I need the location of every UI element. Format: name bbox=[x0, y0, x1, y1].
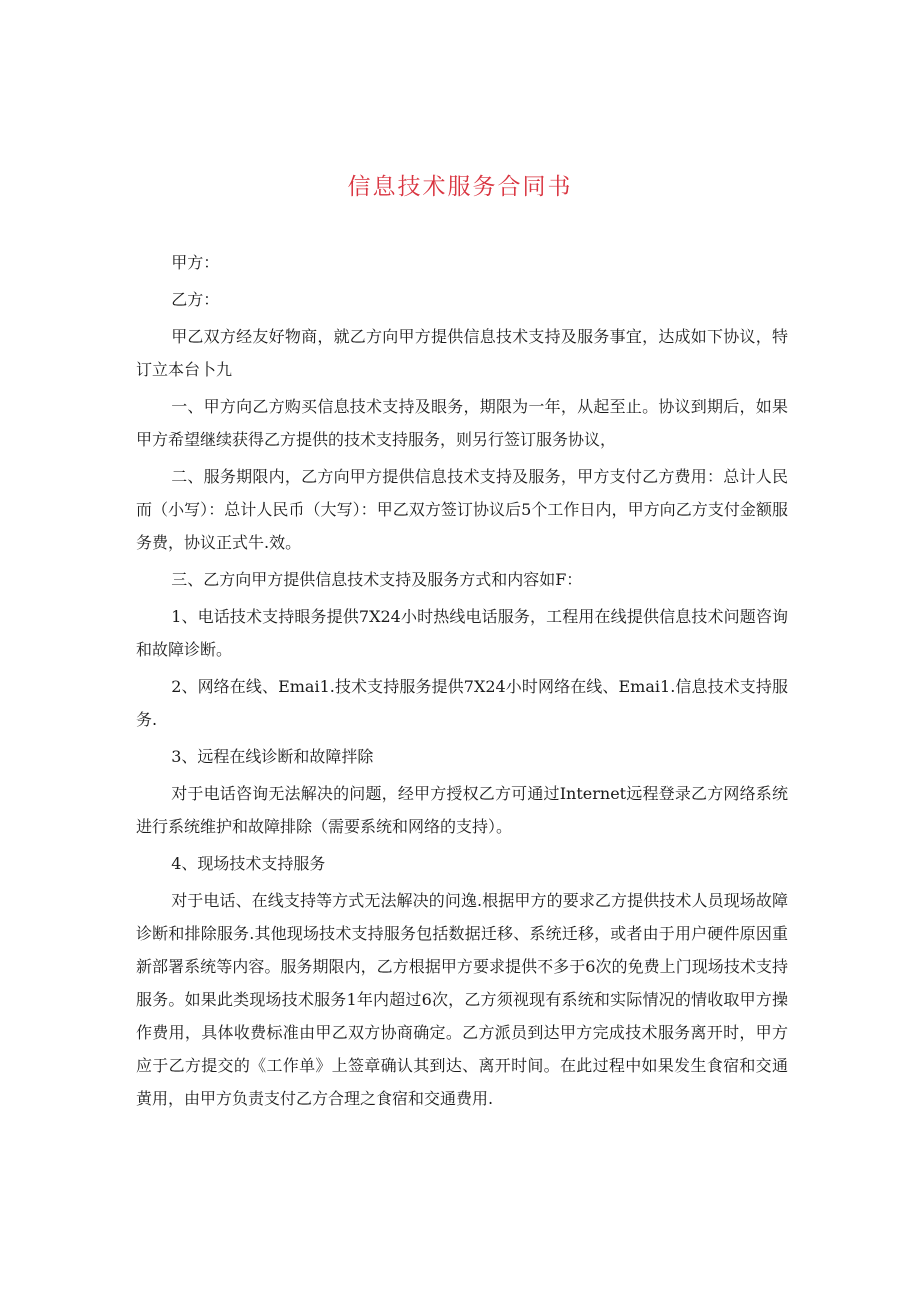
party-b-line: 乙方： bbox=[171, 290, 220, 309]
clause-2-paragraph: 二、服务期限内，乙方向甲方提供信息技术支持及服务，甲方支付乙方费用：总计人民而（小写）：总计人民币（大写）：甲乙双方签订协议后5个工作日内，甲方向乙方支付金额服务费，协议正式牛.效。 bbox=[136, 467, 788, 552]
item-3-paragraph: 对于电话咨询无法解决的问题，经甲方授权乙方可通过Internet远程登录乙方网络系统进行系统维护和故障排除（需要系统和网络的支持）。 bbox=[136, 784, 788, 836]
item-2-paragraph: 2、网络在线、Emai1.技术支持服务提供7X24小时网络在线、Emai1.信息技术支持服务. bbox=[136, 677, 788, 729]
document-body bbox=[136, 246, 788, 1119]
item-4-heading: 4、现场技术支持服务 bbox=[171, 854, 326, 873]
clause-1-paragraph: 一、甲方向乙方购买信息技术支持及眼务，期限为一年，从起至止。协议到期后，如果甲方希望继续获得乙方提供的技术支持服务，则另行签订服务协议， bbox=[136, 397, 788, 449]
item-3-heading: 3、远程在线诊断和故障拌除 bbox=[171, 747, 374, 766]
document-title: 信息技术服务合同书 bbox=[347, 174, 573, 200]
clause-3-heading: 三、乙方向甲方提供信息技术支持及服务方式和内容如F： bbox=[171, 570, 583, 589]
item-1-paragraph: 1、电话技术支持眼务提供7X24小时热线电话服务，工程用在线提供信息技术问题咨询和故障诊断。 bbox=[136, 607, 788, 659]
preamble-paragraph: 甲乙双方经友好物商，就乙方向甲方提供信息技术支持及服务事宜，达成如下协议，特订立本台卜九 bbox=[136, 327, 788, 379]
item-4-paragraph: 对于电话、在线支持等方式无法解决的问逸.根据甲方的要求乙方提供技术人员现场故障诊断和排除服务.其他现场技术支持服务包括数据迁移、系统迁移，或者由于用户硬件原因重新部署系统等内容。服务期限内，乙方根据甲方要求提供不多于6次的免费上门现场技术支持服务。如果此类现场技术服务1年内超过6次，乙方须视现有系统和实际情况的情收取甲方操作费用，具体收费标准由甲乙双方协商确定。乙方派员到达甲方完成技术服务离开时，甲方应于乙方提交的《工作单》上签章确认其到达、离开时间。在此过程中如果发生食宿和交通黄用，由甲方负责支付乙方合理之食宿和交通费用. bbox=[136, 891, 788, 1108]
party-a-line: 甲方： bbox=[171, 253, 220, 272]
